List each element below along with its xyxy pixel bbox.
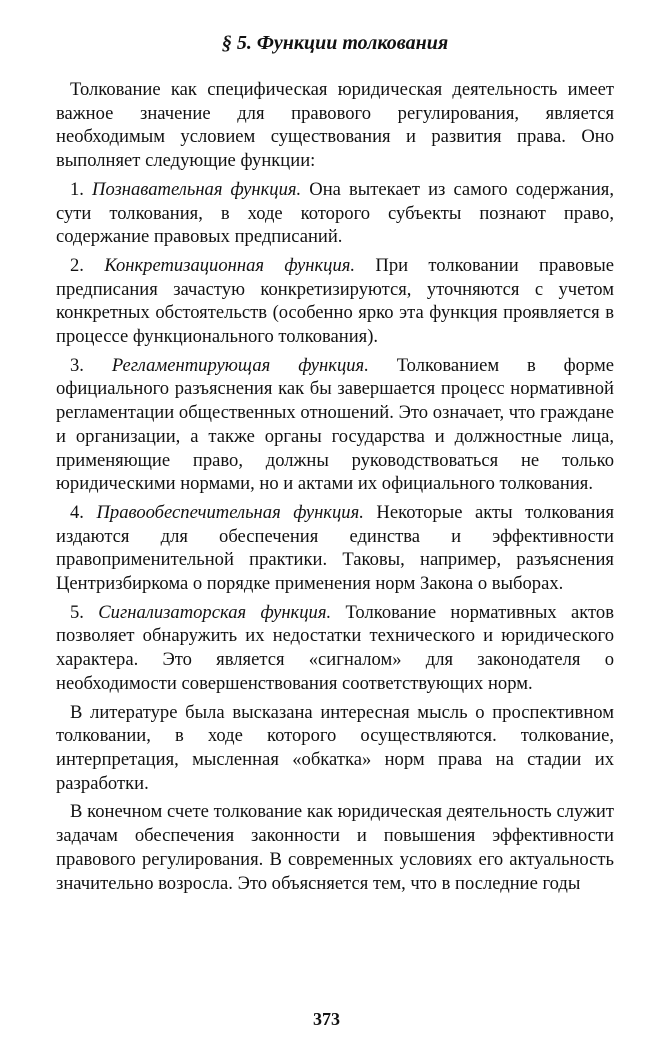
section-title: § 5. Функции толкования bbox=[221, 32, 449, 54]
page-body bbox=[56, 30, 614, 900]
function-paragraph-1 bbox=[56, 178, 614, 249]
function-name: Регламентирующая функция. bbox=[111, 354, 369, 376]
function-number: 1. bbox=[70, 178, 84, 200]
closing-paragraph-2: В конечном счете толкование как юридическая деятельность служит задачам обеспечения законности и повышения эффективности правового регулирования. В современных условиях его актуальность значительно возросла. Это объясняется тем, что в последние годы bbox=[56, 801, 614, 894]
function-name: Конкретизационная функция. bbox=[104, 254, 356, 276]
function-text: Она вытекает из самого содержания, сути толкования, в ходе которого субъекты познают право, содержание правовых предписаний. bbox=[56, 178, 614, 248]
intro-paragraph: Толкование как специфическая юридическая деятельность имеет важное значение для правового регулирования, является необходимым условием существования и развития права. Оно выполняет следующие функции: bbox=[56, 79, 614, 172]
page-number: 373 bbox=[313, 1009, 340, 1029]
function-number: 3. bbox=[70, 354, 84, 376]
function-paragraph-4 bbox=[56, 501, 614, 596]
function-text: При толковании правовые предписания зачастую конкретизируются, уточняются с учетом конкретных обстоятельств (особенно ярко эта функция проявляется в процессе функционального толкования). bbox=[56, 254, 614, 348]
function-number: 2. bbox=[70, 254, 84, 276]
function-text: Толкование нормативных актов позволяет обнаружить их недостатки технического и юридического характера. Это является «сигналом» для законодателя о необходимости совершенствования соответствующих норм. bbox=[56, 601, 614, 694]
function-paragraph-5 bbox=[56, 601, 614, 696]
function-text: Толкованием в форме официального разъяснения как бы завершается процесс нормативной регламентации общественных отношений. Это означает, что граждане и организации, а также органы государства и должностные лица, применяющие право, должны руководствоваться не только юридическими нормами, но и актами их официального толкования. bbox=[56, 354, 614, 495]
function-number: 4. bbox=[70, 501, 84, 523]
function-text: Некоторые акты толкования издаются для обеспечения единства и эффективности правоприменительной практики. Таковы, например, разъяснения Центризбиркома о порядке применения норм Закона о выборах. bbox=[56, 501, 615, 595]
function-paragraph-2 bbox=[56, 254, 614, 349]
function-name: Сигнализаторская функция. bbox=[98, 601, 332, 623]
function-name: Познавательная функция. bbox=[92, 178, 302, 200]
function-paragraph-3 bbox=[56, 354, 614, 496]
function-number: 5. bbox=[70, 601, 84, 623]
closing-paragraph-1: В литературе была высказана интересная мысль о проспективном толковании, в ходе которого осуществляются. толкование, интерпретация, мысленная «обкатка» норм права на стадии их разработки. bbox=[56, 701, 614, 794]
function-name: Правообеспечительная функция. bbox=[96, 501, 364, 523]
